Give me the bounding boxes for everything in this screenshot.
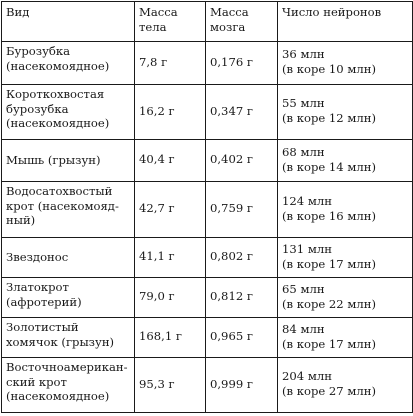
cell-body-mass: 79,0 г — [135, 278, 206, 318]
header-neuron-count: Число нейронов — [278, 2, 413, 42]
table-row — [2, 278, 413, 318]
table-row — [2, 358, 413, 413]
cell-neurons: 65 млн (в коре 22 млн) — [278, 278, 413, 318]
cell-species: Звездонос — [2, 238, 135, 278]
cell-neurons: 124 млн (в коре 16 млн) — [278, 182, 413, 238]
cell-species: Короткохвостая бурозубка (насекомоядное) — [2, 85, 135, 140]
cell-brain-mass: 0,812 г — [206, 278, 278, 318]
cell-brain-mass: 0,999 г — [206, 358, 278, 413]
cell-neurons: 55 млн (в коре 12 млн) — [278, 85, 413, 140]
cell-neurons: 204 млн (в коре 27 млн) — [278, 358, 413, 413]
cell-brain-mass: 0,759 г — [206, 182, 278, 238]
table-row — [2, 318, 413, 358]
cell-brain-mass: 0,347 г — [206, 85, 278, 140]
cell-neurons: 36 млн (в коре 10 млн) — [278, 42, 413, 85]
cell-species: Восточноамерикан- ский крот (насекомоядное) — [2, 358, 135, 413]
table-row — [2, 140, 413, 182]
cell-body-mass: 42,7 г — [135, 182, 206, 238]
cell-body-mass: 40,4 г — [135, 140, 206, 182]
header-brain-mass: Масса мозга — [206, 2, 278, 42]
cell-body-mass: 7,8 г — [135, 42, 206, 85]
cell-body-mass: 95,3 г — [135, 358, 206, 413]
cell-brain-mass: 0,802 г — [206, 238, 278, 278]
cell-body-mass: 168,1 г — [135, 318, 206, 358]
species-brain-table — [1, 1, 413, 413]
table-row — [2, 42, 413, 85]
cell-brain-mass: 0,402 г — [206, 140, 278, 182]
table-header — [2, 2, 413, 42]
cell-species: Златокрот (афротерий) — [2, 278, 135, 318]
cell-body-mass: 41,1 г — [135, 238, 206, 278]
cell-brain-mass: 0,965 г — [206, 318, 278, 358]
cell-neurons: 68 млн (в коре 14 млн) — [278, 140, 413, 182]
table-row — [2, 238, 413, 278]
table-row — [2, 182, 413, 238]
table-body — [2, 42, 413, 413]
table-row — [2, 85, 413, 140]
cell-species: Золотистый хомячок (грызун) — [2, 318, 135, 358]
cell-neurons: 131 млн (в коре 17 млн) — [278, 238, 413, 278]
header-row — [2, 2, 413, 42]
cell-neurons: 84 млн (в коре 17 млн) — [278, 318, 413, 358]
cell-species: Водосатохвостый крот (насекомояд- ный) — [2, 182, 135, 238]
cell-species: Бурозубка (насекомоядное) — [2, 42, 135, 85]
header-species: Вид — [2, 2, 135, 42]
cell-body-mass: 16,2 г — [135, 85, 206, 140]
header-body-mass: Масса тела — [135, 2, 206, 42]
cell-brain-mass: 0,176 г — [206, 42, 278, 85]
cell-species: Мышь (грызун) — [2, 140, 135, 182]
